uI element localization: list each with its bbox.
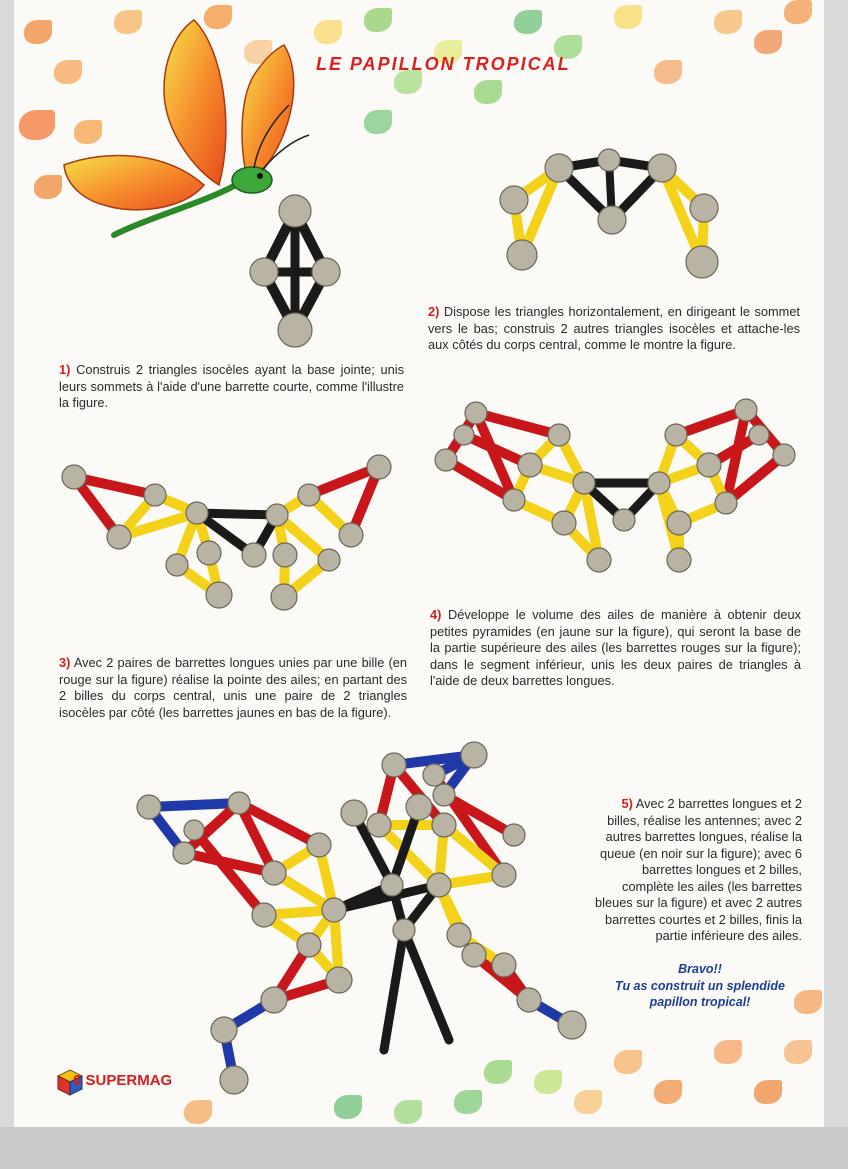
step-number: 4) xyxy=(430,607,442,622)
bravo-line-3: papillon tropical! xyxy=(649,995,751,1009)
step-number: 2) xyxy=(428,304,440,319)
figure-3-wing-tips xyxy=(59,455,409,620)
figure-5-final-butterfly xyxy=(134,735,614,1095)
step-3-text xyxy=(59,655,407,721)
step-body: Construis 2 triangles isocèles ayant la base jointe; unis leurs sommets à l'aide d'une barrette courte, comme l'illustre la figure. xyxy=(59,362,404,410)
page-footer xyxy=(73,1072,172,1089)
step-2-text xyxy=(428,304,800,354)
step-4-text xyxy=(430,607,801,690)
magazine-name: SUPERMAG xyxy=(85,1072,173,1089)
step-body: Avec 2 paires de barrettes longues unies par une bille (en rouge sur la figure) réalise la pointe des ailes; en partant des 2 billes du corps central, unis une paire de 2 triangles isocèles par côté (les barrettes jaunes en bas de la figure). xyxy=(59,655,407,720)
step-number: 1) xyxy=(59,362,71,377)
page-number: 6 xyxy=(73,1072,82,1089)
figure-4-wing-volume xyxy=(434,395,804,580)
magazine-page xyxy=(14,0,824,1127)
step-number: 3) xyxy=(59,655,71,670)
step-body: Avec 2 barrettes longues et 2 billes, réalise les antennes; avec 2 autres barrettes longues, réalise la queue (en noir sur la figure); avec 6 barrettes longues et 2 billes, complète les ailes (les barrettes bleues sur la figure) et avec 2 autres barrettes courtes et 2 billes, finis la partie inférieure des ailes. xyxy=(595,796,802,943)
figure-2-body-with-triangles xyxy=(484,140,744,290)
scan-bottom-margin xyxy=(0,1127,848,1169)
figure-1-central-body xyxy=(234,190,354,350)
bravo-line-1: Bravo!! xyxy=(678,962,722,976)
step-body: Dispose les triangles horizontalement, en dirigeant le sommet vers le bas; construis 2 autres triangles isocèles et attache-les aux côtés du corps central, comme le montre la figure. xyxy=(428,304,800,352)
bravo-message xyxy=(576,961,824,1011)
step-body: Développe le volume des ailes de manière à obtenir deux petites pyramides (en jaune sur la figure), qui seront la base de la partie supérieure des ailes (les barrettes rouges sur la figure); dans le segment inférieur, unis les deux paires de triangles à l'aide de deux barrettes longues. xyxy=(430,607,801,688)
step-5-text xyxy=(588,796,802,945)
page-title: LE PAPILLON TROPICAL xyxy=(316,54,571,74)
step-number: 5) xyxy=(621,796,633,811)
bravo-line-2: Tu as construit un splendide xyxy=(615,978,785,993)
step-1-text xyxy=(59,362,404,412)
